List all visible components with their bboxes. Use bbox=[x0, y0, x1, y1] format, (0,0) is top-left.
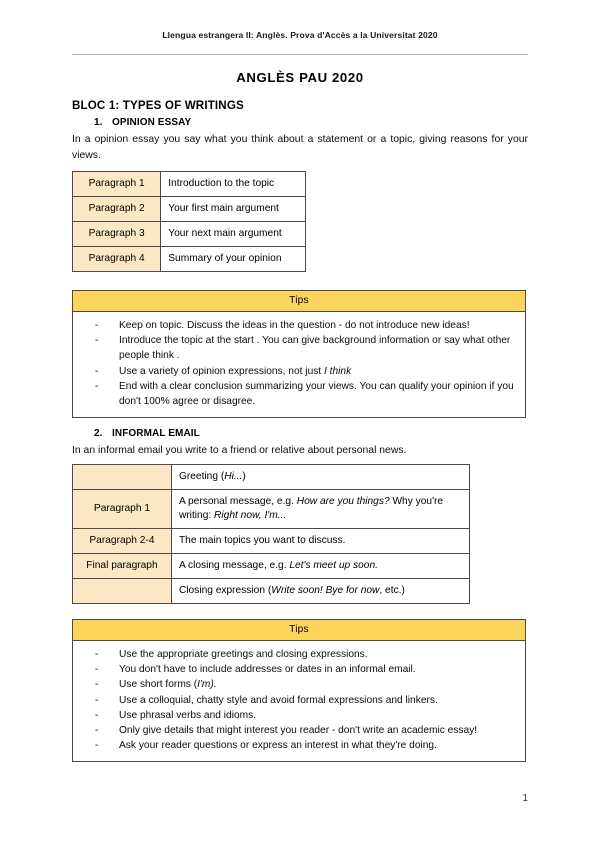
table-cell-label: Paragraph 4 bbox=[73, 247, 161, 272]
bullet-dash: - bbox=[95, 649, 99, 660]
bullet-dash: - bbox=[95, 725, 99, 737]
table-cell-label bbox=[73, 579, 172, 604]
tips-list-item: - Keep on topic. Discuss the ideas in the question - do not introduce new ideas! bbox=[83, 318, 515, 333]
table-cell-value: Your next main argument bbox=[161, 222, 306, 247]
page-number: 1 bbox=[522, 793, 528, 804]
table-row bbox=[73, 465, 470, 490]
tips-list bbox=[83, 318, 515, 409]
tips-list-item: - Use short forms (I'm). bbox=[83, 677, 515, 692]
table-row bbox=[73, 172, 306, 197]
bullet-dash: - bbox=[95, 679, 99, 691]
table-row bbox=[73, 490, 470, 529]
table-row bbox=[73, 579, 470, 604]
table-cell-value: A closing message, e.g. Let's meet up soon. bbox=[171, 554, 469, 579]
table-cell-value: Summary of your opinion bbox=[161, 247, 306, 272]
section-2-intro: In an informal email you write to a friend or relative about personal news. bbox=[72, 445, 407, 456]
bullet-dash: - bbox=[95, 335, 99, 347]
bullet-dash: - bbox=[95, 320, 99, 331]
table-row bbox=[73, 197, 306, 222]
tips-header: Tips bbox=[73, 291, 525, 312]
tips-list-item: - Only give details that might interest you reader - don't write an academic essay! bbox=[83, 723, 515, 738]
table-cell-value: Closing expression (Write soon! Bye for now, etc.) bbox=[171, 579, 469, 604]
section-2-heading bbox=[94, 428, 200, 439]
informal-email-table-body bbox=[73, 465, 470, 604]
tips-list-item: - You don't have to include addresses or dates in an informal email. bbox=[83, 662, 515, 677]
bullet-dash: - bbox=[95, 365, 99, 377]
bullet-dash: - bbox=[95, 709, 99, 721]
bullet-dash: - bbox=[95, 740, 99, 752]
section-1-number: 1. bbox=[94, 117, 103, 128]
table-row bbox=[73, 247, 306, 272]
emphasis-text: Hi... bbox=[224, 471, 243, 482]
table-cell-value: A personal message, e.g. How are you things? Why you're writing: Right now, I'm... bbox=[171, 490, 469, 529]
emphasis-text: Right now, I'm... bbox=[214, 510, 287, 521]
table-cell-label: Paragraph 2 bbox=[73, 197, 161, 222]
opinion-essay-table-body bbox=[73, 172, 306, 272]
document-title: ANGLÈS PAU 2020 bbox=[236, 70, 364, 85]
table-cell-label: Paragraph 1 bbox=[73, 172, 161, 197]
opinion-essay-tips-box bbox=[72, 290, 526, 418]
bullet-dash: - bbox=[95, 694, 99, 706]
emphasis-text: I think bbox=[324, 365, 352, 377]
emphasis-text: Let's meet up soon. bbox=[289, 560, 378, 571]
emphasis-text: How are you things? bbox=[296, 496, 390, 507]
table-cell-value: The main topics you want to discuss. bbox=[171, 529, 469, 554]
emphasis-text: Write soon! Bye for now bbox=[271, 585, 380, 596]
tips-list-item: - Use a variety of opinion expressions, not just I think bbox=[83, 364, 515, 379]
header-rule bbox=[72, 54, 528, 55]
table-cell-label: Paragraph 3 bbox=[73, 222, 161, 247]
running-header: Llengua estrangera II: Anglès. Prova d'Accès a la Universitat 2020 bbox=[162, 30, 438, 40]
tips-list-item: - Introduce the topic at the start . You can give background information or say what other people think . bbox=[95, 335, 511, 362]
section-1-intro: In a opinion essay you say what you think about a statement or a topic, giving reasons for your views. bbox=[72, 134, 528, 161]
table-cell-value: Introduction to the topic bbox=[161, 172, 306, 197]
tips-list-item: - End with a clear conclusion summarizing your views. You can qualify your opinion if you don't 100% agree or disagree. bbox=[95, 380, 514, 408]
tips-list-item: - Use the appropriate greetings and closing expressions. bbox=[83, 647, 515, 662]
tips-body bbox=[73, 641, 525, 761]
table-row bbox=[73, 529, 470, 554]
table-cell-label: Final paragraph bbox=[73, 554, 172, 579]
section-1-label: OPINION ESSAY bbox=[112, 117, 192, 128]
tips-list-item: - Use phrasal verbs and idioms. bbox=[83, 708, 515, 723]
table-cell-value: Your first main argument bbox=[161, 197, 306, 222]
table-cell-label: Paragraph 1 bbox=[73, 490, 172, 529]
opinion-essay-table bbox=[72, 171, 306, 272]
informal-email-table bbox=[72, 464, 470, 604]
table-row bbox=[73, 222, 306, 247]
emphasis-text: I'm). bbox=[197, 679, 217, 691]
tips-list-item: - Ask your reader questions or express an interest in what they're doing. bbox=[83, 738, 515, 753]
tips-list bbox=[83, 647, 515, 753]
tips-header: Tips bbox=[73, 620, 525, 641]
tips-list-item: - Use a colloquial, chatty style and avoid formal expressions and linkers. bbox=[83, 693, 515, 708]
bullet-dash: - bbox=[95, 664, 99, 676]
section-2-label: INFORMAL EMAIL bbox=[112, 428, 200, 439]
bloc-heading: BLOC 1: TYPES OF WRITINGS bbox=[72, 99, 244, 112]
table-cell-value: Greeting (Hi...) bbox=[171, 465, 469, 490]
tips-body bbox=[73, 312, 525, 417]
table-row bbox=[73, 554, 470, 579]
informal-email-tips-box bbox=[72, 619, 526, 762]
section-2-number: 2. bbox=[94, 428, 103, 439]
table-cell-label bbox=[73, 465, 172, 490]
bullet-dash: - bbox=[95, 380, 99, 392]
table-cell-label: Paragraph 2-4 bbox=[73, 529, 172, 554]
section-1-heading bbox=[94, 117, 191, 128]
